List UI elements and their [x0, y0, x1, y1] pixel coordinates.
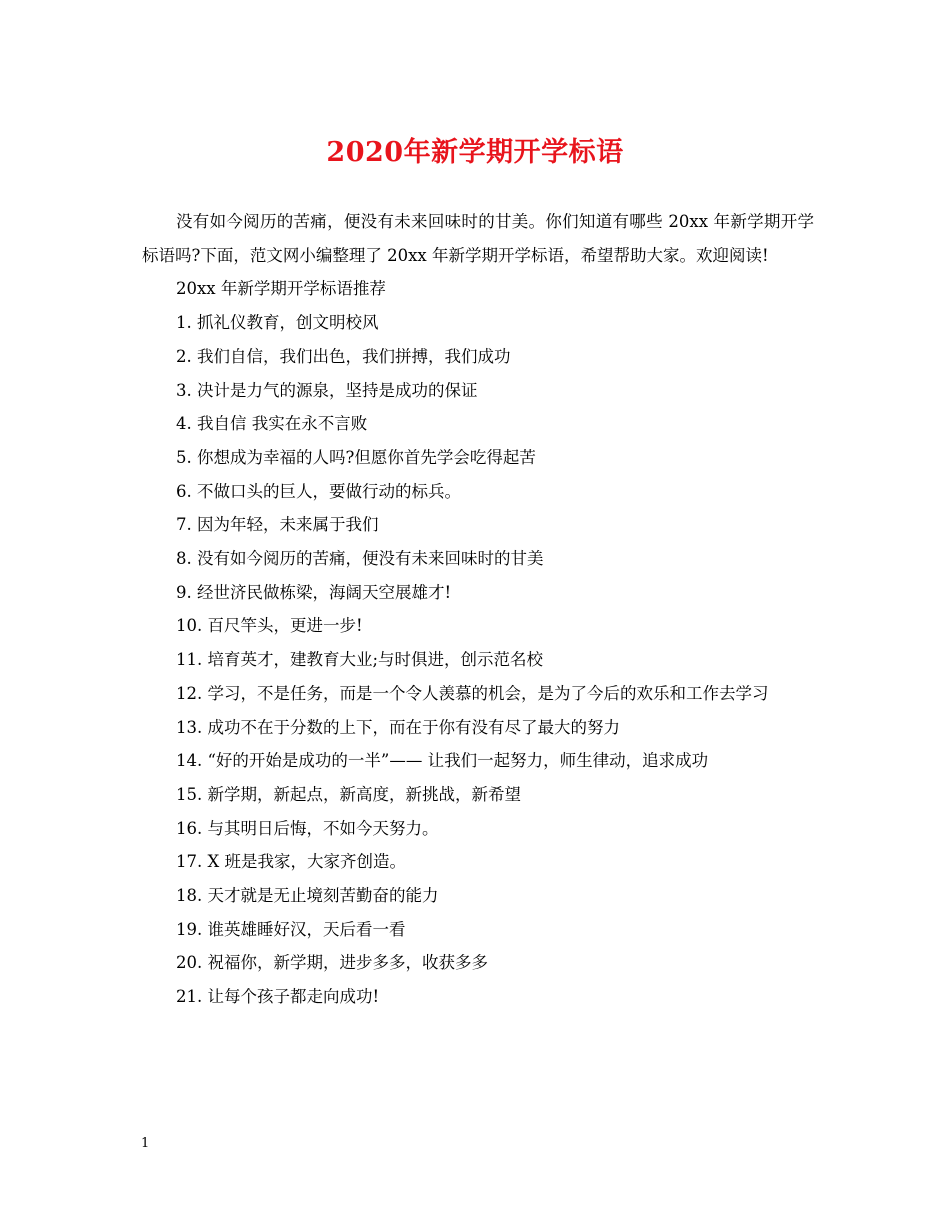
list-item: 19. 谁英雄睡好汉，天后看一看: [176, 919, 406, 939]
list-item: 8. 没有如今阅历的苦痛，便没有未来回味时的甘美: [176, 549, 544, 569]
list-item: 6. 不做口头的巨人，要做行动的标兵。: [176, 481, 461, 501]
list-item: 11. 培育英才，建教育大业;与时俱进，创示范名校: [176, 650, 544, 670]
list-item: 15. 新学期，新起点，新高度，新挑战，新希望: [176, 784, 521, 804]
list-item: 7. 因为年轻，未来属于我们: [176, 515, 379, 535]
list-item: 3. 决计是力气的源泉，坚持是成功的保证: [176, 380, 478, 400]
list-item: 9. 经世济民做栋梁，海阔天空展雄才!: [176, 582, 452, 602]
list-item: 5. 你想成为幸福的人吗?但愿你首先学会吃得起苦: [176, 447, 536, 467]
list-item: 14. “好的开始是成功的一半”—— 让我们一起努力，师生律动，追求成功: [176, 751, 709, 771]
list-item: 1. 抓礼仪教育，创文明校风: [176, 313, 379, 333]
list-item: 12. 学习，不是任务，而是一个令人羡慕的机会，是为了今后的欢乐和工作去学习: [176, 683, 769, 703]
list-item: 18. 天才就是无止境刻苦勤奋的能力: [176, 886, 439, 906]
page-number: 1: [141, 1136, 150, 1151]
document-body: [142, 205, 814, 1014]
list-item: 21. 让每个孩子都走向成功!: [176, 987, 380, 1007]
section-heading: 20xx 年新学期开学标语推荐: [176, 279, 386, 299]
list-item: 4. 我自信 我实在永不言败: [176, 414, 368, 434]
list-item: 16. 与其明日后悔，不如今天努力。: [176, 818, 439, 838]
list-item: 20. 祝福你，新学期，进步多多，收获多多: [176, 953, 488, 973]
list-item: 2. 我们自信，我们出色，我们拼搏，我们成功: [176, 346, 511, 366]
list-item: 17. X 班是我家，大家齐创造。: [176, 852, 406, 872]
list-item: 13. 成功不在于分数的上下，而在于你有没有尽了最大的努力: [176, 717, 620, 737]
intro-paragraph: 没有如今阅历的苦痛，便没有未来回味时的甘美。你们知道有哪些 20xx 年新学期开学标语吗?下面，范文网小编整理了 20xx 年新学期开学标语，希望帮助大家。欢迎阅读!: [142, 212, 814, 265]
document-title: 2020年新学期开学标语: [326, 137, 624, 168]
list-item: 10. 百尺竿头，更进一步!: [176, 616, 363, 636]
